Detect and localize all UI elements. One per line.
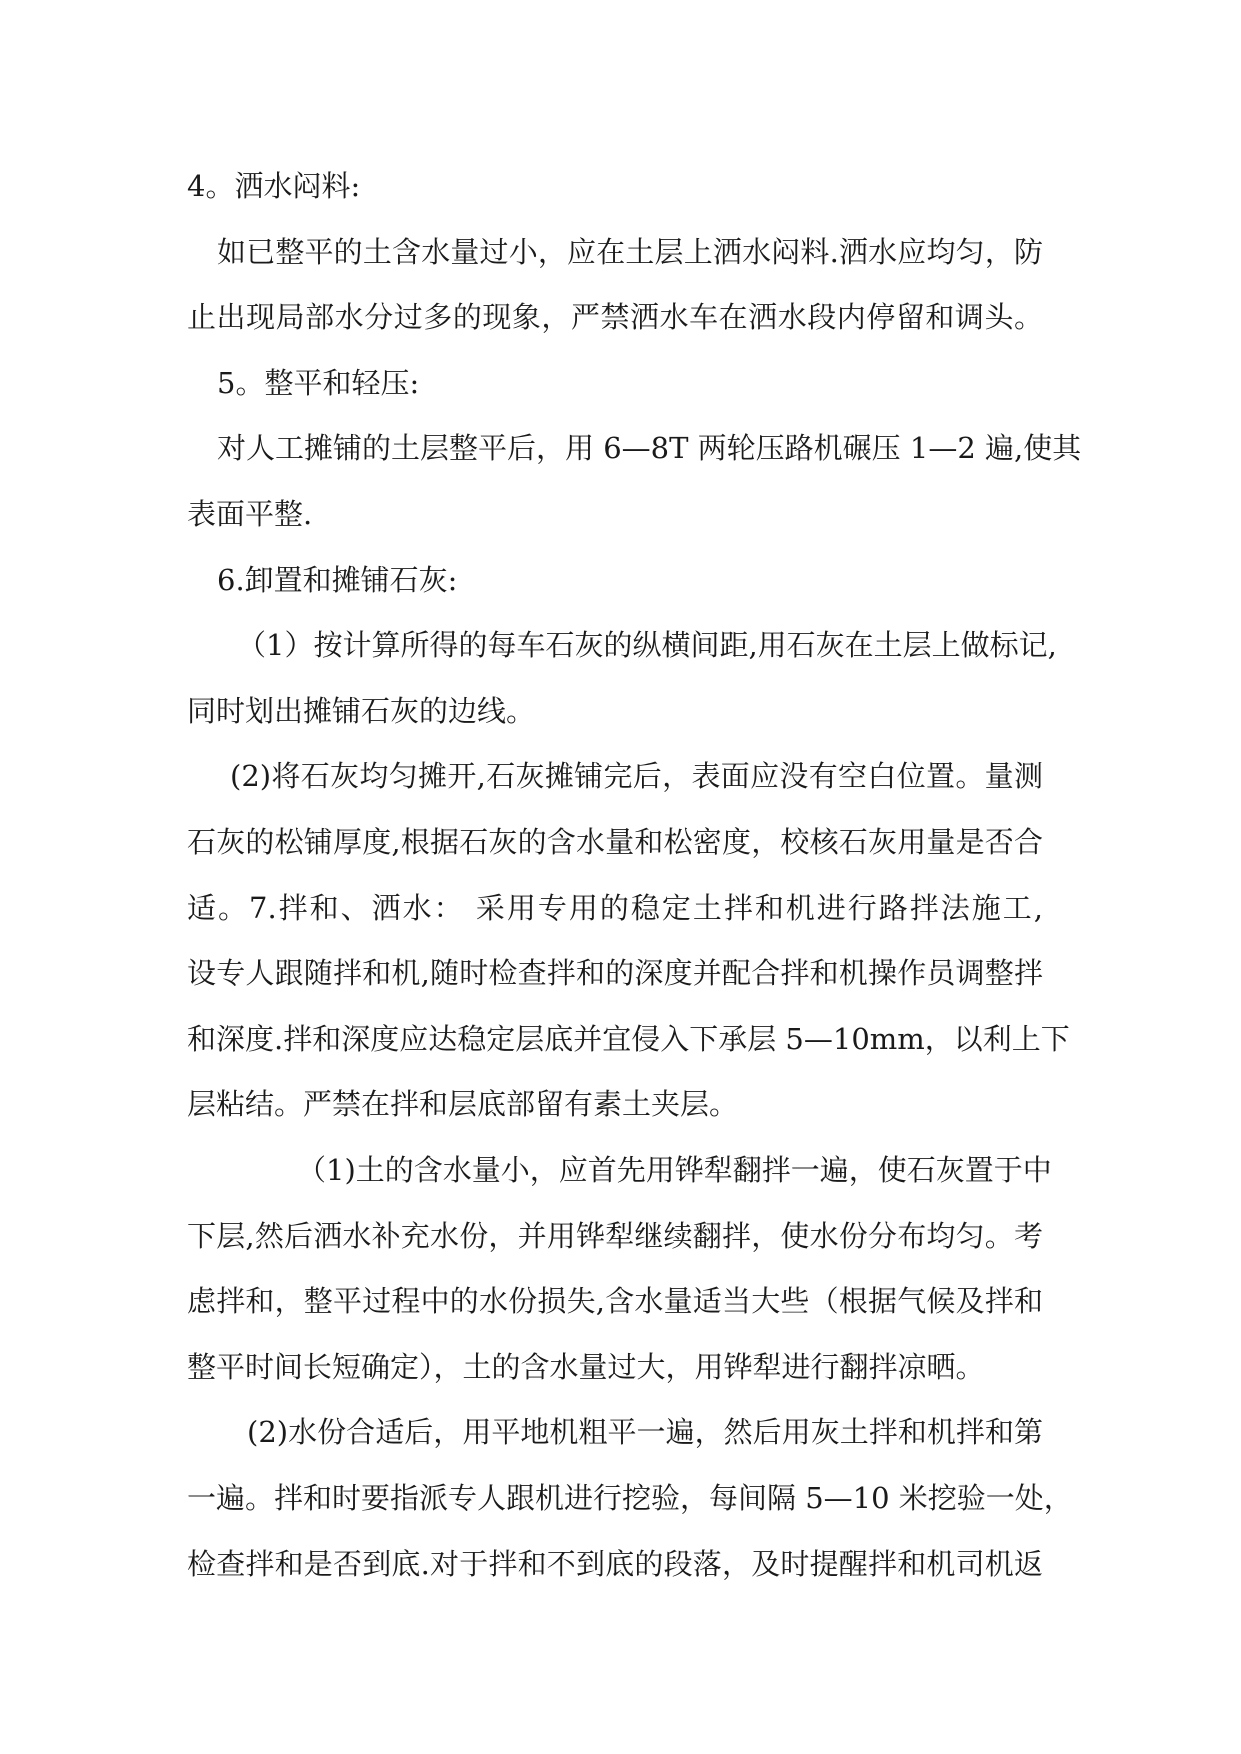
paragraph-line: 适。7.拌和、洒水： 采用专用的稳定土拌和机进行路拌法施工, (187, 891, 1043, 925)
paragraph-line: 石灰的松铺厚度,根据石灰的含水量和松密度，校核石灰用量是否合 (187, 825, 1043, 859)
paragraph-line: 检查拌和是否到底.对于拌和不到底的段落，及时提醒拌和机司机返 (187, 1547, 1043, 1581)
paragraph-line: 和深度.拌和深度应达稳定层底并宜侵入下承层 5—10mm，以利上下 (187, 1022, 1070, 1056)
paragraph-line: 虑拌和，整平过程中的水份损失,含水量适当大些（根据气候及拌和 (187, 1284, 1043, 1318)
heading-6: 6.卸置和摊铺石灰: (217, 563, 458, 597)
paragraph-line: 整平时间长短确定），土的含水量过大，用铧犁进行翻拌凉晒。 (187, 1350, 985, 1384)
paragraph-line: 层粘结。严禁在拌和层底部留有素土夹层。 (187, 1087, 739, 1121)
paragraph-line: 一遍。拌和时要指派专人跟机进行挖验，每间隔 5—10 米挖验一处， (187, 1481, 1073, 1515)
paragraph-line: (2)将石灰均匀摊开,石灰摊铺完后，表面应没有空白位置。量测 (230, 759, 1043, 793)
paragraph-line: 表面平整. (187, 497, 313, 531)
paragraph-line: （1）按计算所得的每车石灰的纵横间距,用石灰在土层上做标记, (237, 628, 1057, 662)
paragraph-line: (2)水份合适后，用平地机粗平一遍，然后用灰土拌和机拌和第 (247, 1415, 1043, 1449)
paragraph-line: 设专人跟随拌和机,随时检查拌和的深度并配合拌和机操作员调整拌 (187, 956, 1043, 990)
paragraph-line: 同时划出摊铺石灰的边线。 (187, 694, 536, 728)
paragraph-line: 止出现局部水分过多的现象，严禁洒水车在洒水段内停留和调头。 (187, 300, 1043, 334)
heading-4: 4。洒水闷料: (187, 169, 361, 203)
paragraph-line: 如已整平的土含水量过小，应在土层上洒水闷料.洒水应均匀，防 (217, 235, 1043, 269)
paragraph-line: （1)土的含水量小，应首先用铧犁翻拌一遍，使石灰置于中 (297, 1153, 1052, 1187)
paragraph-line: 对人工摊铺的土层整平后，用 6—8T 两轮压路机碾压 1—2 遍,使其 (217, 431, 1082, 465)
paragraph-line: 下层,然后洒水补充水份，并用铧犁继续翻拌，使水份分布均匀。考 (187, 1219, 1043, 1253)
heading-5: 5。整平和轻压: (217, 366, 420, 400)
